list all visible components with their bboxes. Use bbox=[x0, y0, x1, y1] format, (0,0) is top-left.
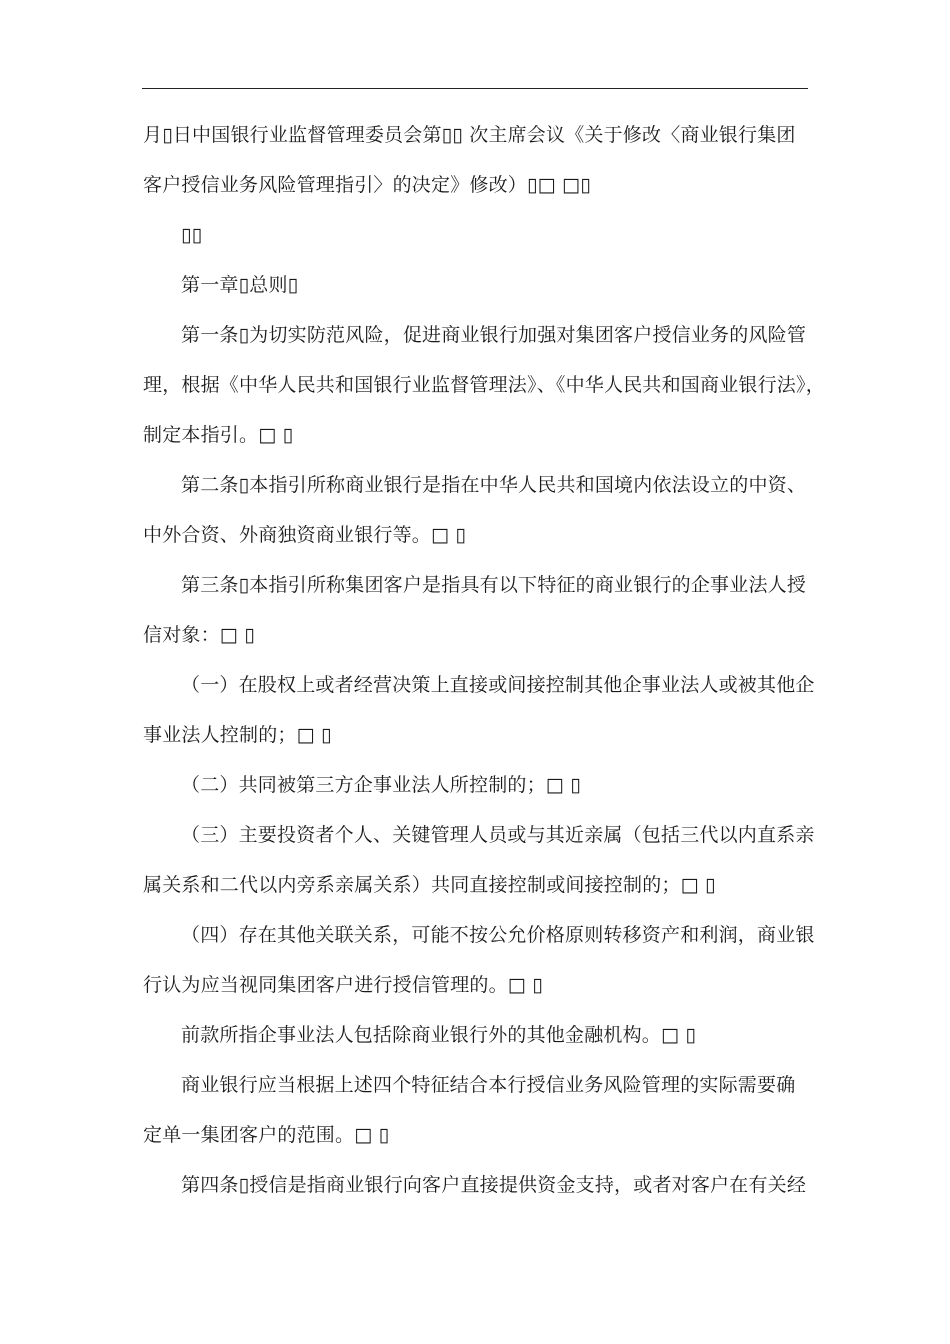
text-line: （四）存在其他关联关系，可能不按公允价格原则转移资产和利润，商业银 bbox=[181, 924, 815, 946]
text-line: 定单一集团客户的范围。□ ▯ bbox=[143, 1124, 390, 1146]
text-line: （一）在股权上或者经营决策上直接或间接控制其他企事业法人或被其他企 bbox=[181, 674, 815, 696]
text-line: 客户授信业务风险管理指引〉的决定》修改）▯□ □▯ bbox=[143, 174, 591, 196]
text-line: 行认为应当视同集团客户进行授信管理的。□ ▯ bbox=[143, 974, 543, 996]
text-line: ▯▯ bbox=[181, 224, 203, 246]
text-line: 前款所指企事业法人包括除商业银行外的其他金融机构。□ ▯ bbox=[181, 1024, 697, 1046]
text-line: 商业银行应当根据上述四个特征结合本行授信业务风险管理的实际需要确 bbox=[181, 1074, 796, 1096]
text-line: 第四条▯授信是指商业银行向客户直接提供资金支持，或者对客户在有关经 bbox=[181, 1174, 807, 1196]
text-line: 第二条▯本指引所称商业银行是指在中华人民共和国境内依法设立的中资、 bbox=[181, 474, 807, 496]
text-line: 制定本指引。□ ▯ bbox=[143, 424, 294, 446]
text-line: （二）共同被第三方企事业法人所控制的；□ ▯ bbox=[181, 774, 581, 796]
text-line: 信对象：□ ▯ bbox=[143, 624, 255, 646]
text-line: 事业法人控制的；□ ▯ bbox=[143, 724, 332, 746]
text-line: 月▯日中国银行业监督管理委员会第▯▯ 次主席会议《关于修改〈商业银行集团 bbox=[143, 124, 796, 146]
text-line: 理，根据《中华人民共和国银行业监督管理法》、《中华人民共和国商业银行法》， bbox=[143, 374, 825, 396]
text-line: 中外合资、外商独资商业银行等。□ ▯ bbox=[143, 524, 467, 546]
text-line: （三）主要投资者个人、关键管理人员或与其近亲属（包括三代以内直系亲 bbox=[181, 824, 815, 846]
chapter-heading: 第一章▯总则▯ bbox=[181, 274, 299, 296]
text-line: 第三条▯本指引所称集团客户是指具有以下特征的商业银行的企事业法人授 bbox=[181, 574, 807, 596]
header-rule bbox=[142, 88, 808, 89]
text-line: 第一条▯为切实防范风险，促进商业银行加强对集团客户授信业务的风险管 bbox=[181, 324, 807, 346]
text-line: 属关系和二代以内旁系亲属关系）共同直接控制或间接控制的；□ ▯ bbox=[143, 874, 716, 896]
